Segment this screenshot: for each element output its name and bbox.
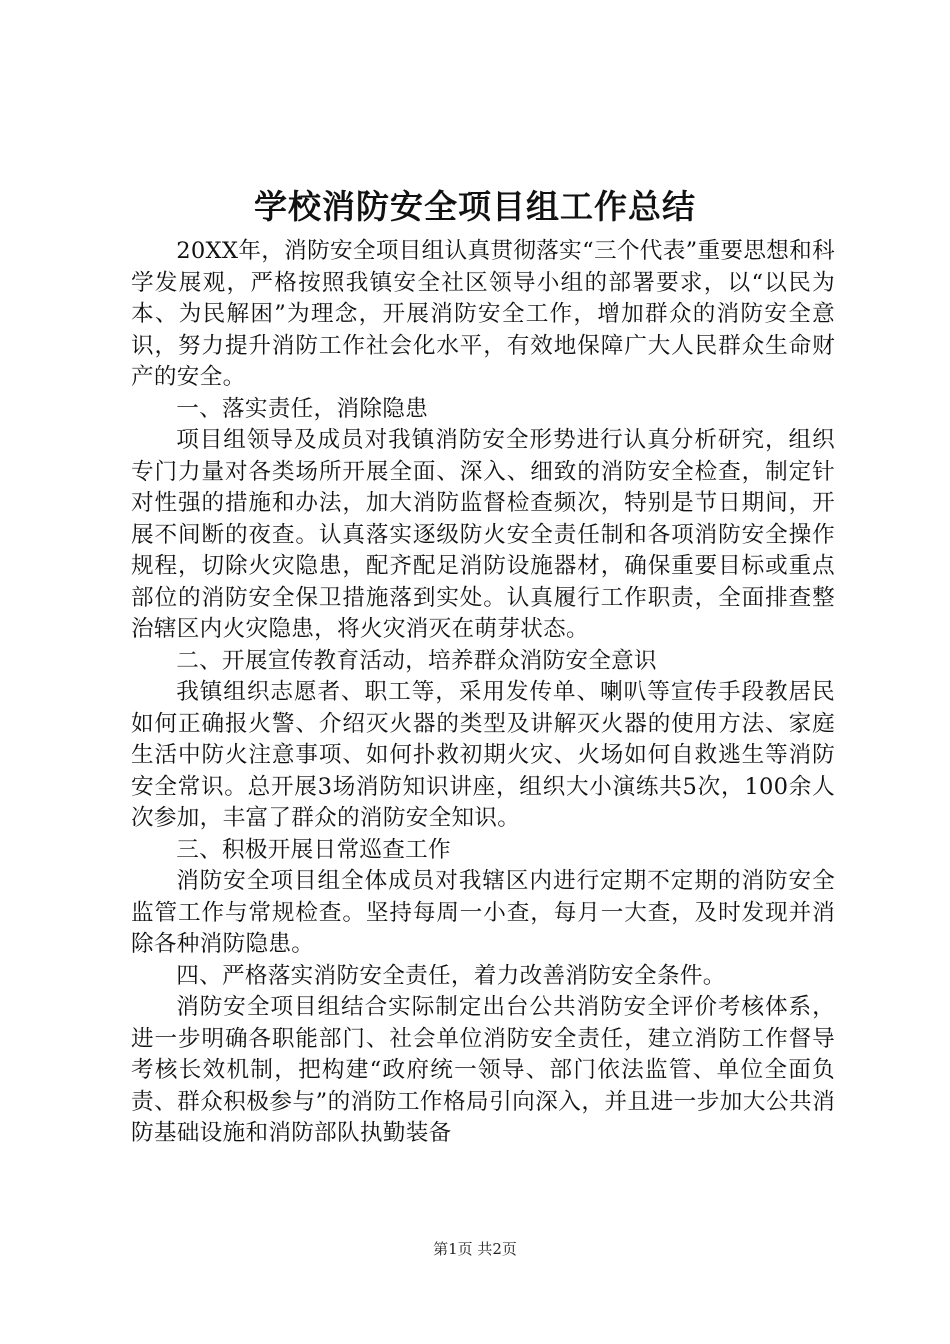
document-title: 学校消防安全项目组工作总结 <box>254 187 696 226</box>
section-heading-1: 一、落实责任，消除隐患 <box>176 395 429 422</box>
section-paragraph-2: 我镇组织志愿者、职工等，采用发传单、喇叭等宣传手段教居民如何正确报火警、介绍灭火器的类型及讲解灭火器的使用方法、家庭生活中防火注意事项、如何扑救初期火灾、火场如何自救逃生等消防安全常识。总开展3场消防知识讲座，组织大小演练共5次，100余人次参加，丰富了群众的消防安全知识。 <box>131 679 835 831</box>
section-heading-3: 三、积极开展日常巡查工作 <box>176 836 451 863</box>
intro-paragraph: 20XX年，消防安全项目组认真贯彻落实“三个代表”重要思想和科学发展观，严格按照我镇安全社区领导小组的部署要求，以“以民为本、为民解困”为理念，开展消防安全工作，增加群众的消防安全意识，努力提升消防工作社会化水平，有效地保障广大人民群众生命财产的安全。 <box>131 238 835 390</box>
page-number-footer: 第1页 共2页 <box>433 1240 517 1258</box>
section-heading-2: 二、开展宣传教育活动，培养群众消防安全意识 <box>176 647 657 674</box>
section-heading-4: 四、严格落实消防安全责任，着力改善消防安全条件。 <box>176 962 726 989</box>
section-paragraph-1: 项目组领导及成员对我镇消防安全形势进行认真分析研究，组织专门力量对各类场所开展全面、深入、细致的消防安全检查，制定针对性强的措施和办法，加大消防监督检查频次，特别是节日期间，开展不间断的夜查。认真落实逐级防火安全责任制和各项消防安全操作规程，切除火灾隐患，配齐配足消防设施器材，确保重要目标或重点部位的消防安全保卫措施落到实处。认真履行工作职责，全面排查整治辖区内火灾隐患，将火灾消灭在萌芽状态。 <box>131 427 835 642</box>
section-paragraph-4: 消防安全项目组结合实际制定出台公共消防安全评价考核体系，进一步明确各职能部门、社会单位消防安全责任，建立消防工作督导考核长效机制，把构建“政府统一领导、部门依法监管、单位全面负责、群众积极参与”的消防工作格局引向深入，并且进一步加大公共消防基础设施和消防部队执勤装备 <box>131 994 835 1146</box>
section-paragraph-3: 消防安全项目组全体成员对我辖区内进行定期不定期的消防安全监管工作与常规检查。坚持每周一小查，每月一大查，及时发现并消除各种消防隐患。 <box>131 868 835 957</box>
document-body <box>131 236 835 1150</box>
